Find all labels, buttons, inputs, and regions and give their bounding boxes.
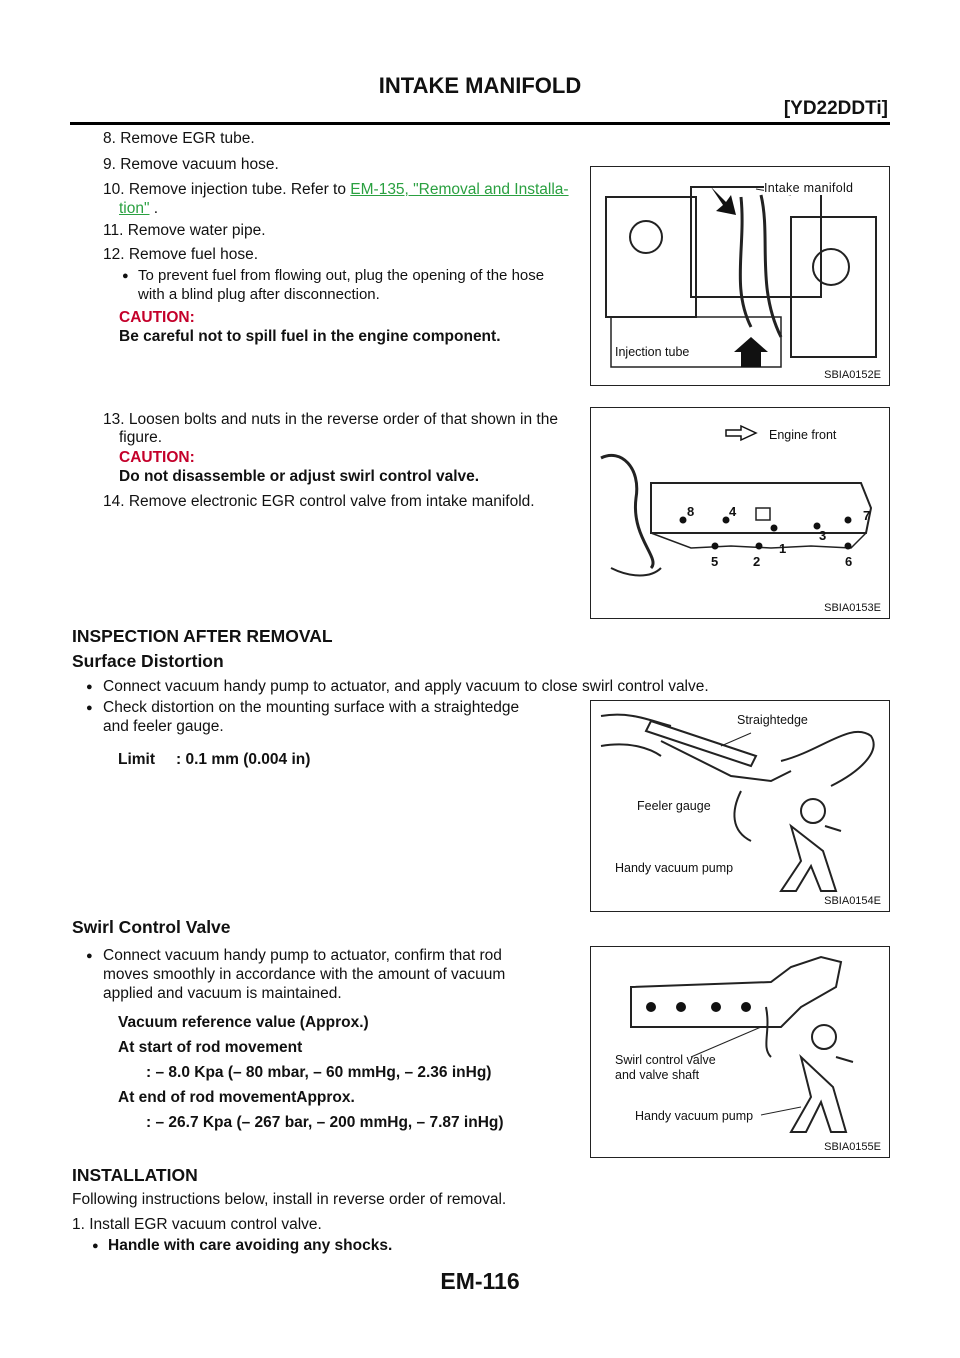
inspection-bullet-2-cont: and feeler gauge. bbox=[103, 718, 224, 735]
bullet-icon: ● bbox=[86, 702, 93, 714]
removal-installation-link-cont[interactable]: tion" bbox=[119, 200, 150, 217]
label-intake-manifold: Intake manifold bbox=[764, 181, 854, 195]
bolt-number-1: 1 bbox=[779, 541, 787, 556]
step-10 bbox=[103, 180, 569, 199]
swirl-bullet-line3: applied and vacuum is maintained. bbox=[103, 985, 342, 1002]
bolt-number-8: 8 bbox=[687, 504, 695, 519]
caution-text: Be careful not to spill fuel in the engine component. bbox=[119, 328, 501, 345]
figure-code-3: SBIA0154E bbox=[824, 895, 881, 907]
bullet-icon: ● bbox=[86, 950, 93, 962]
caution-label-2: CAUTION: bbox=[119, 449, 195, 466]
installation-intro: Following instructions below, install in reverse order of removal. bbox=[72, 1191, 507, 1208]
figure-straightedge bbox=[590, 700, 890, 912]
page-number: EM-116 bbox=[440, 1268, 520, 1294]
label-handy-vacuum-pump: Handy vacuum pump bbox=[615, 861, 734, 875]
limit-label: Limit bbox=[118, 751, 156, 768]
header-rule bbox=[70, 122, 890, 125]
label-feeler-gauge: Feeler gauge bbox=[637, 799, 711, 813]
figure-code-2: SBIA0153E bbox=[824, 602, 881, 614]
bolt-number-6: 6 bbox=[845, 554, 853, 569]
label-engine-front: Engine front bbox=[769, 428, 837, 442]
caution-text-2: Do not disassemble or adjust swirl control valve. bbox=[119, 468, 480, 485]
figure-code-4: SBIA0155E bbox=[824, 1141, 881, 1153]
bullet-icon: ● bbox=[92, 1240, 99, 1252]
bolt-number-5: 5 bbox=[711, 554, 719, 569]
end-of-rod-value: : – 26.7 Kpa (– 267 bar, – 200 mmHg, – 7.87 inHg) bbox=[146, 1114, 504, 1131]
step-10-suffix: . bbox=[149, 200, 159, 217]
page-title: INTAKE MANIFOLD bbox=[378, 73, 582, 98]
label-injection-tube: Injection tube bbox=[615, 345, 690, 359]
manifold-illustration bbox=[591, 408, 889, 618]
step-10-text: 10. Remove injection tube. Refer to bbox=[103, 181, 351, 198]
bolt-number-4: 4 bbox=[729, 504, 737, 519]
section-heading-inspection: INSPECTION AFTER REMOVAL bbox=[72, 626, 333, 646]
installation-bullet: Handle with care avoiding any shocks. bbox=[108, 1237, 393, 1254]
label-handy-vacuum-pump-2: Handy vacuum pump bbox=[635, 1109, 754, 1123]
swirl-bullet-line1: Connect vacuum handy pump to actuator, confirm that rod bbox=[103, 947, 502, 964]
subsection-heading-swirl-control-valve: Swirl Control Valve bbox=[72, 917, 231, 937]
caution-label: CAUTION: bbox=[119, 309, 195, 326]
limit-value: : 0.1 mm (0.004 in) bbox=[176, 751, 311, 768]
label-valve-shaft: and valve shaft bbox=[615, 1068, 700, 1082]
step-13-cont: figure. bbox=[119, 429, 163, 446]
figure-intake-manifold bbox=[590, 166, 890, 386]
straightedge-illustration bbox=[591, 701, 889, 911]
start-of-rod-label: At start of rod movement bbox=[118, 1039, 303, 1056]
figure-bolt-order bbox=[590, 407, 890, 619]
section-heading-installation: INSTALLATION bbox=[72, 1165, 198, 1185]
step-8: 8. Remove EGR tube. bbox=[103, 130, 255, 147]
bolt-number-2: 2 bbox=[753, 554, 761, 569]
vacuum-reference-heading: Vacuum reference value (Approx.) bbox=[118, 1014, 369, 1031]
installation-step-1: 1. Install EGR vacuum control valve. bbox=[72, 1216, 322, 1233]
step-12-bullet-line1: To prevent fuel from flowing out, plug the opening of the hose bbox=[138, 267, 545, 284]
end-of-rod-label: At end of rod movementApprox. bbox=[118, 1089, 355, 1106]
inspection-bullet-2: Check distortion on the mounting surface with a straightedge bbox=[103, 699, 520, 716]
subsection-heading-surface-distortion: Surface Distortion bbox=[72, 651, 224, 671]
step-12: 12. Remove fuel hose. bbox=[103, 246, 259, 263]
label-straightedge: Straightedge bbox=[737, 713, 808, 727]
swirl-valve-illustration bbox=[591, 947, 889, 1157]
step-9: 9. Remove vacuum hose. bbox=[103, 156, 279, 173]
bullet-icon: ● bbox=[122, 270, 129, 282]
start-of-rod-value: : – 8.0 Kpa (– 80 mbar, – 60 mmHg, – 2.36 inHg) bbox=[146, 1064, 492, 1081]
step-11: 11. Remove water pipe. bbox=[103, 222, 266, 239]
bolt-number-3: 3 bbox=[819, 528, 827, 543]
figure-code: SBIA0152E bbox=[824, 369, 881, 381]
removal-installation-link[interactable]: EM-135, "Removal and Installa- bbox=[350, 181, 569, 198]
swirl-bullet-line2: moves smoothly in accordance with the amount of vacuum bbox=[103, 966, 506, 983]
inspection-bullet-1: Connect vacuum handy pump to actuator, and apply vacuum to close swirl control valve. bbox=[103, 678, 709, 695]
step-13: 13. Loosen bolts and nuts in the reverse order of that shown in the bbox=[103, 411, 558, 428]
label-swirl-control-valve: Swirl control valve bbox=[615, 1053, 716, 1067]
engine-model: [YD22DDTi] bbox=[783, 98, 888, 119]
bullet-icon: ● bbox=[86, 681, 93, 693]
step-12-bullet-line2: with a blind plug after disconnection. bbox=[138, 286, 380, 303]
step-14: 14. Remove electronic EGR control valve from intake manifold. bbox=[103, 493, 535, 510]
step-10-cont bbox=[119, 199, 158, 218]
figure-swirl-control-valve bbox=[590, 946, 890, 1158]
bolt-number-7: 7 bbox=[863, 508, 871, 523]
